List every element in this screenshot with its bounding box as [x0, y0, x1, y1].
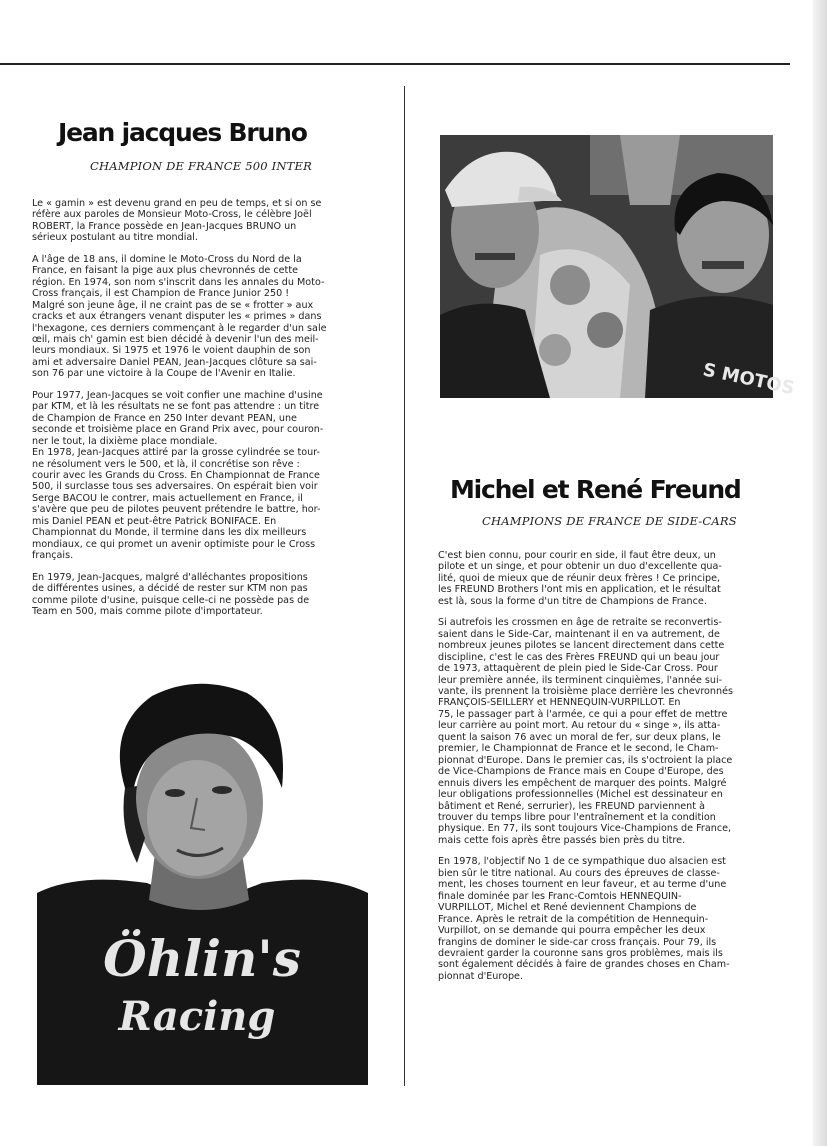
right-article-title: Michel et René Freund — [450, 475, 741, 504]
shirt-text-ohlins: Öhlin's — [103, 929, 301, 988]
right-article-subtitle: CHAMPIONS DE FRANCE DE SIDE-CARS — [482, 514, 737, 528]
left-paragraph-1: Le « gamin » est devenu grand en peu de temps, et si on se réfère aux paroles de Monsieur Moto-Cross, le célèbre Joël ROBERT, la France possède en Jean-Jacques BRUNO un sérieux postulant au titre mondial. — [32, 198, 322, 244]
left-article-subtitle: CHAMPION DE FRANCE 500 INTER — [90, 159, 312, 173]
left-paragraph-3: Pour 1977, Jean-Jacques se voit confier une machine d'usine par KTM, et là les résultats ne se font pas attendre : un titre de Champion de France en 250 Inter devant PEAN, une seconde et troisième place en Grand Prix avec, pour couron- ner le tout, la dixième place mondiale. En 1978, Jean-Jacques attiré par la grosse cylindrée se tour- ne résolument vers le 500, et là, il concrétise son rêve : courir avec les Grands du Cross. En Championnat de France 500, il surclasse tous ses adversaires. On espérait bien voir Serge BACOU le contrer, mais actuellement en France, il s'avère que peu de pilotes peuvent prétendre le battre, hor- mis Daniel PEAN et peut-être Patrick BONIFACE. En Championnat du Monde, il termine dans les dix meilleurs mondiaux, ce qui promet un avenir optimiste pour le Cross français. — [32, 389, 324, 562]
top-rule — [0, 63, 790, 65]
page-edge-shadow — [813, 0, 827, 1146]
shirt-text-racing: Racing — [118, 993, 276, 1040]
right-article-body — [438, 550, 776, 992]
freund-brothers-photo — [440, 135, 797, 400]
bruno-photo — [37, 668, 368, 1085]
left-article-body — [32, 198, 369, 627]
right-paragraph-3: En 1978, l'objectif No 1 de ce sympathique duo alsacien est bien sûr le titre national. Au cours des épreuves de classe- ment, les choses tournent en leur faveur, et au terme d'une finale dominée par les Franc-Comtois HENNEQUIN- VURPILLOT, Michel et René deviennent Champions de France. Après le retrait de la compétition de Hennequin- Vurpillot, on se demande qui pourra empêcher les deux frangins de dominer le side-car cross français. Pour 79, ils devraient garder la couronne sans gros problèmes, mais ils sont également décidés à faire de grandes choses en Cham- pionnat d'Europe. — [438, 856, 730, 982]
shirt-text-motos: S MOTOS — [700, 359, 797, 400]
right-paragraph-1: C'est bien connu, pour courir en side, il faut être deux, un pilote et un singe, et pour obtenir un duo d'excellente qua- lité, quoi de mieux que de réunir deux frères ! Ce principe, les FREUND Brothers l'ont mis en application, et le résultat est là, sous la forme d'un titre de Champions de France. — [438, 550, 722, 607]
left-paragraph-4: En 1979, Jean-Jacques, malgré d'alléchantes propositions de différentes usines, a décidé de rester sur KTM non pas comme pilote d'usine, puisque celle-ci ne possède pas de Team en 500, mais comme pilote d'importateur. — [32, 571, 310, 617]
column-divider — [404, 86, 405, 1086]
left-paragraph-2: A l'âge de 18 ans, il domine le Moto-Cross du Nord de la France, en faisant la pige aux plus chevronnés de cette région. En 1974, son nom s'inscrit dans les annales du Moto- Cross français, il est Champion de France Junior 250 ! Malgré son jeune âge, il ne craint pas de se « frotter » aux cracks et aux étrangers venant disputer les « primes » dans l'hexagone, ces derniers commençant à le regarder d'un sale œil, mais ch' gamin est bien décidé à devenir l'un des meil- leurs mondiaux. Si 1975 et 1976 le voient dauphin de son ami et adversaire Daniel PEAN, Jean-Jacques clôture sa sai- son 76 par une victoire à la Coupe de l'Avenir en Italie. — [32, 253, 327, 380]
left-article-title: Jean jacques Bruno — [58, 118, 307, 147]
right-paragraph-2: Si autrefois les crossmen en âge de retraite se reconvertis- saient dans le Side-Car, maintenant il en va autrement, de nombreux jeunes pilotes se lancent directement dans cette discipline, c'est le cas des Frères FREUND qui un beau jour de 1973, attaquèrent de plein pied le Side-Car Cross. Pour leur première année, ils terminent cinquièmes, l'année sui- vante, ils prennent la troisième place derrière les chevronnés FRANÇOIS-SEILLERY et HENNEQUIN-VURPILLOT. En 75, le passager part à l'armée, ce qui a pour effet de mettre leur carrière au point mort. Au retour du « singe », ils atta- quent la saison 76 avec un moral de fer, sur deux plans, le premier, le Championnat de France et le second, le Cham- pionnat d'Europe. Dans le premier cas, ils s'octroient la place de Vice-Champions de France mais en Coupe d'Europe, des ennuis divers les empêchent de marquer des points. Malgré leur obligations professionnelles (Michel est dessinateur en bâtiment et René, serrurier), les FREUND parviennent à trouver du temps libre pour l'entraînement et la condition physique. En 77, ils sont toujours Vice-Champions de France, mais cette fois après être passés bien près du titre. — [438, 617, 733, 846]
